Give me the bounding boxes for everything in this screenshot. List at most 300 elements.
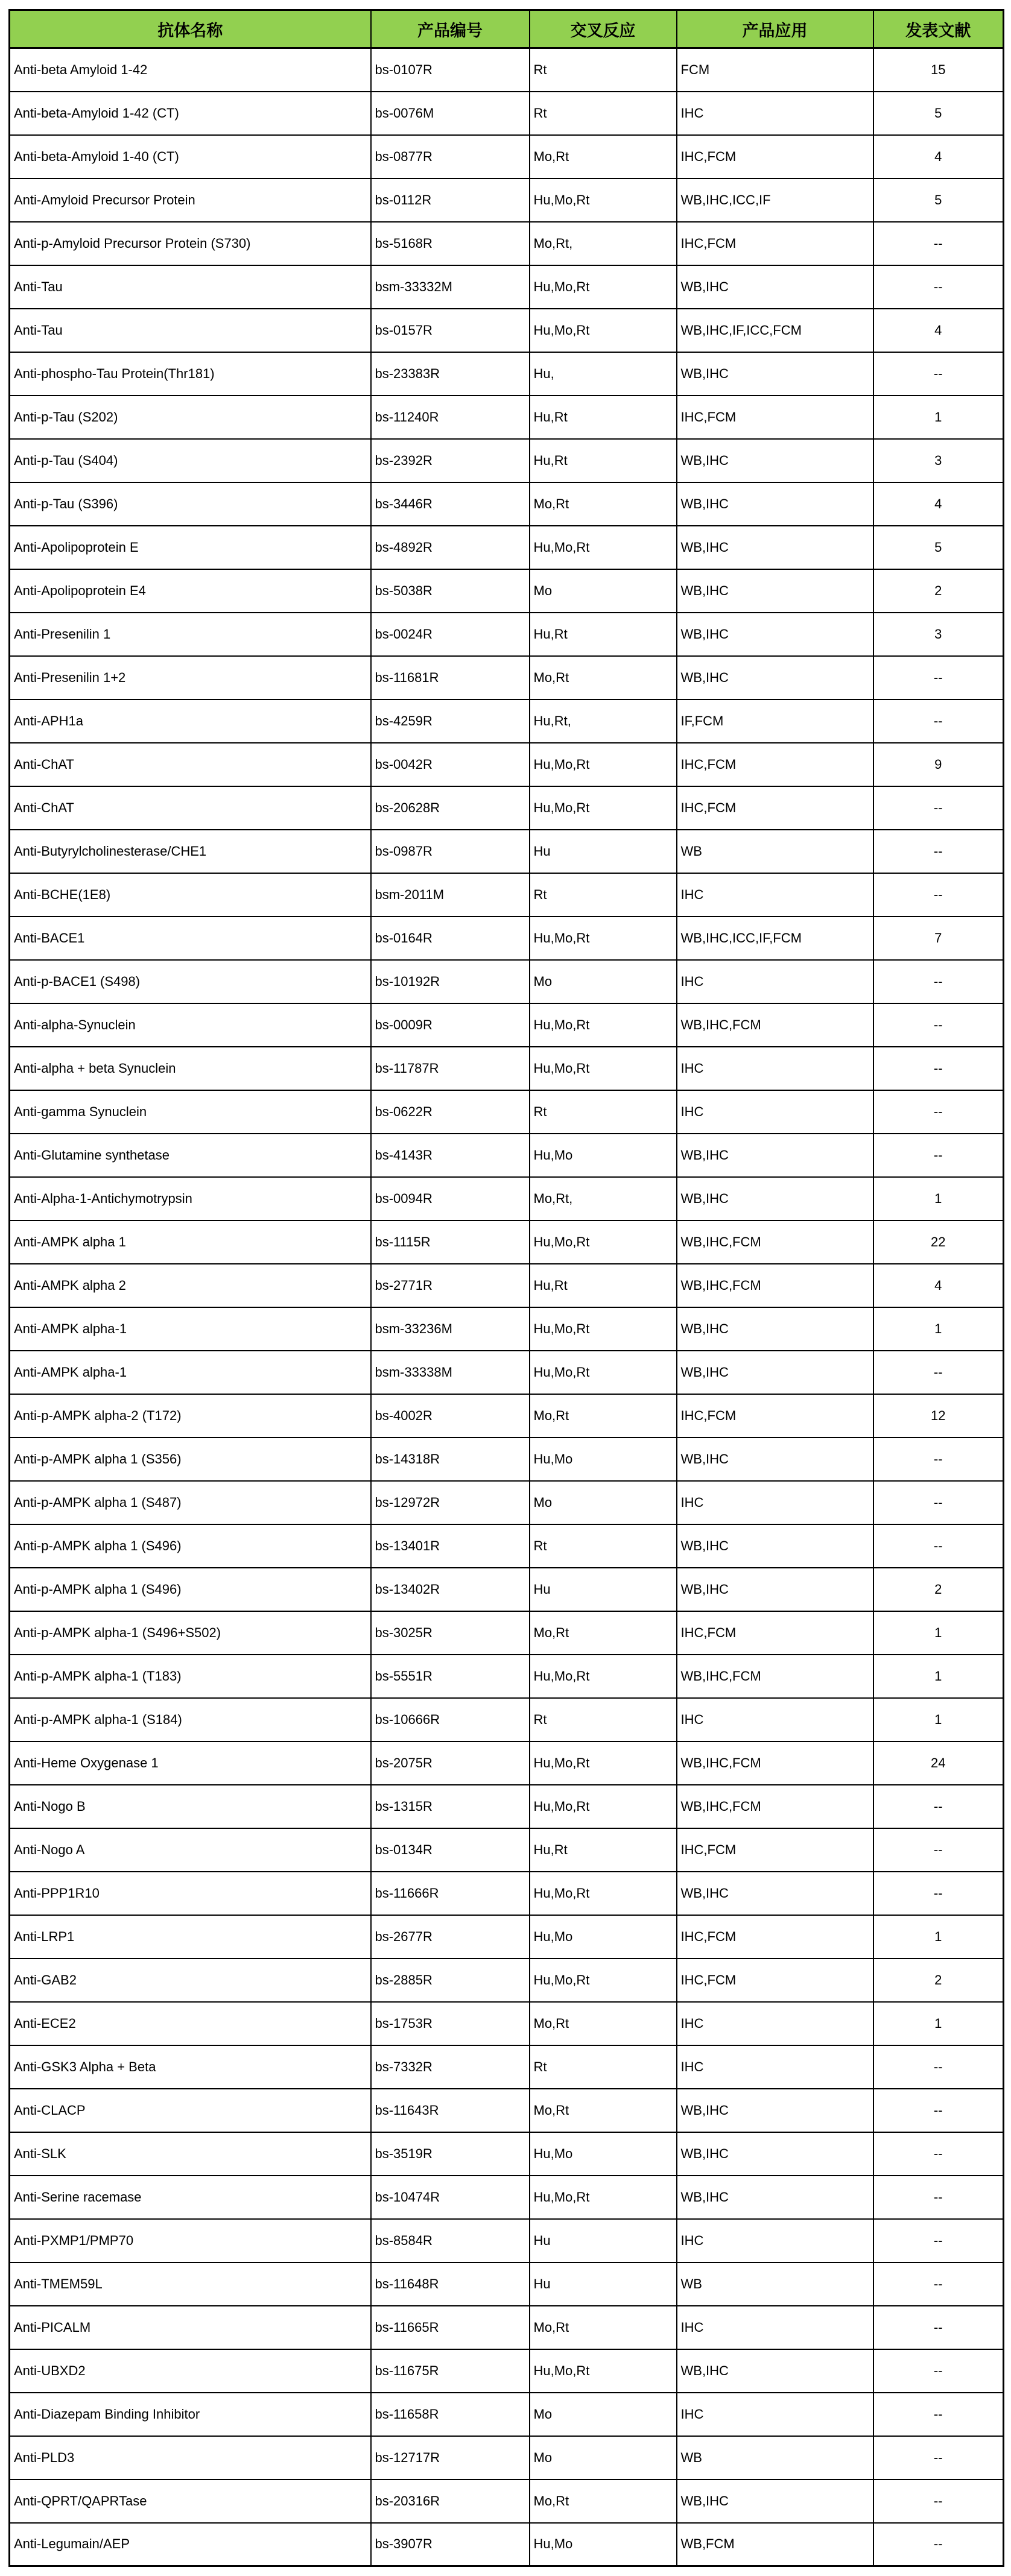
- cell-antibody-name: Anti-APH1a: [10, 699, 371, 743]
- table-row: [10, 1568, 1004, 1611]
- cell-product-code: bs-20628R: [371, 786, 530, 830]
- cell-cross-reactivity: Mo: [530, 960, 677, 1003]
- cell-product-application: FCM: [677, 48, 873, 92]
- cell-product-code: bs-12972R: [371, 1481, 530, 1524]
- cell-product-code: bs-0877R: [371, 135, 530, 178]
- cell-cross-reactivity: Hu,Mo,Rt: [530, 1872, 677, 1915]
- cell-product-application: IHC,FCM: [677, 135, 873, 178]
- column-header-antibody-name: 抗体名称: [10, 10, 371, 48]
- cell-product-code: bsm-33338M: [371, 1351, 530, 1394]
- cell-cross-reactivity: Hu,Mo,Rt: [530, 743, 677, 786]
- cell-antibody-name: Anti-p-AMPK alpha 1 (S496): [10, 1524, 371, 1568]
- cell-product-application: WB,IHC: [677, 1524, 873, 1568]
- cell-antibody-name: Anti-AMPK alpha 2: [10, 1264, 371, 1307]
- cell-publications: 4: [873, 135, 1004, 178]
- table-row: [10, 1741, 1004, 1785]
- cell-product-application: IHC: [677, 2219, 873, 2262]
- cell-cross-reactivity: Hu,Mo,Rt: [530, 309, 677, 352]
- cell-publications: 1: [873, 1611, 1004, 1655]
- cell-product-code: bs-3446R: [371, 482, 530, 526]
- cell-cross-reactivity: Hu,Mo,Rt: [530, 1047, 677, 1090]
- cell-product-application: IF,FCM: [677, 699, 873, 743]
- cell-antibody-name: Anti-QPRT/QAPRTase: [10, 2480, 371, 2523]
- cell-product-code: bs-0164R: [371, 917, 530, 960]
- cell-antibody-name: Anti-PICALM: [10, 2306, 371, 2349]
- cell-antibody-name: Anti-p-Tau (S396): [10, 482, 371, 526]
- cell-product-code: bs-0042R: [371, 743, 530, 786]
- cell-cross-reactivity: Hu,Mo: [530, 1438, 677, 1481]
- cell-antibody-name: Anti-alpha-Synuclein: [10, 1003, 371, 1047]
- table-row: [10, 1611, 1004, 1655]
- cell-antibody-name: Anti-alpha + beta Synuclein: [10, 1047, 371, 1090]
- cell-publications: 5: [873, 178, 1004, 222]
- cell-publications: --: [873, 2393, 1004, 2436]
- cell-product-application: IHC,FCM: [677, 1915, 873, 1959]
- cell-publications: 2: [873, 569, 1004, 613]
- cell-antibody-name: Anti-BACE1: [10, 917, 371, 960]
- cell-cross-reactivity: Mo: [530, 2436, 677, 2480]
- cell-product-application: WB,IHC: [677, 2089, 873, 2132]
- column-header-cross-reactivity: 交叉反应: [530, 10, 677, 48]
- table-row: [10, 1915, 1004, 1959]
- table-row: [10, 1220, 1004, 1264]
- antibody-product-table-wrap: [8, 9, 1004, 2567]
- cell-cross-reactivity: Hu,Mo,Rt: [530, 1959, 677, 2002]
- cell-cross-reactivity: Mo: [530, 569, 677, 613]
- cell-product-application: WB: [677, 2436, 873, 2480]
- header-row: [10, 10, 1004, 48]
- table-row: [10, 743, 1004, 786]
- cell-cross-reactivity: Hu: [530, 1568, 677, 1611]
- cell-cross-reactivity: Mo,Rt: [530, 2480, 677, 2523]
- cell-antibody-name: Anti-BCHE(1E8): [10, 873, 371, 917]
- table-row: [10, 352, 1004, 396]
- cell-antibody-name: Anti-AMPK alpha 1: [10, 1220, 371, 1264]
- table-row: [10, 786, 1004, 830]
- cell-antibody-name: Anti-AMPK alpha-1: [10, 1351, 371, 1394]
- cell-product-code: bs-11666R: [371, 1872, 530, 1915]
- cell-product-application: WB: [677, 830, 873, 873]
- table-row: [10, 2480, 1004, 2523]
- table-row: [10, 699, 1004, 743]
- table-row: [10, 2436, 1004, 2480]
- cell-publications: 4: [873, 1264, 1004, 1307]
- table-body: [10, 48, 1004, 2566]
- cell-product-application: IHC: [677, 2306, 873, 2349]
- cell-product-application: IHC: [677, 960, 873, 1003]
- cell-product-application: WB,IHC: [677, 569, 873, 613]
- cell-product-code: bs-3519R: [371, 2132, 530, 2176]
- cell-antibody-name: Anti-p-AMPK alpha 1 (S356): [10, 1438, 371, 1481]
- cell-product-code: bs-7332R: [371, 2045, 530, 2089]
- cell-publications: --: [873, 2436, 1004, 2480]
- cell-cross-reactivity: Rt: [530, 2045, 677, 2089]
- cell-publications: 15: [873, 48, 1004, 92]
- cell-product-code: bs-11681R: [371, 656, 530, 699]
- cell-publications: 9: [873, 743, 1004, 786]
- cell-product-code: bs-2771R: [371, 1264, 530, 1307]
- cell-antibody-name: Anti-ChAT: [10, 743, 371, 786]
- cell-product-application: IHC: [677, 92, 873, 135]
- cell-product-application: WB,IHC,FCM: [677, 1220, 873, 1264]
- cell-product-application: IHC,FCM: [677, 1959, 873, 2002]
- cell-cross-reactivity: Hu,Mo,Rt: [530, 526, 677, 569]
- cell-antibody-name: Anti-Tau: [10, 309, 371, 352]
- cell-cross-reactivity: Hu: [530, 830, 677, 873]
- cell-publications: 5: [873, 526, 1004, 569]
- cell-publications: 7: [873, 917, 1004, 960]
- cell-cross-reactivity: Hu,Mo,Rt: [530, 1307, 677, 1351]
- table-row: [10, 396, 1004, 439]
- cell-product-code: bs-10192R: [371, 960, 530, 1003]
- cell-product-application: WB,IHC,FCM: [677, 1003, 873, 1047]
- cell-antibody-name: Anti-UBXD2: [10, 2349, 371, 2393]
- cell-publications: 4: [873, 309, 1004, 352]
- cell-cross-reactivity: Hu,Mo,Rt: [530, 1655, 677, 1698]
- cell-product-application: IHC: [677, 1481, 873, 1524]
- cell-antibody-name: Anti-CLACP: [10, 2089, 371, 2132]
- cell-product-application: WB,IHC,ICC,IF,FCM: [677, 917, 873, 960]
- cell-product-code: bsm-2011M: [371, 873, 530, 917]
- table-row: [10, 917, 1004, 960]
- cell-product-code: bs-13401R: [371, 1524, 530, 1568]
- cell-product-code: bs-4002R: [371, 1394, 530, 1438]
- cell-product-code: bs-0157R: [371, 309, 530, 352]
- cell-antibody-name: Anti-LRP1: [10, 1915, 371, 1959]
- cell-publications: 22: [873, 1220, 1004, 1264]
- cell-product-application: WB,IHC: [677, 1568, 873, 1611]
- cell-cross-reactivity: Hu,Mo,Rt: [530, 2349, 677, 2393]
- cell-cross-reactivity: Rt: [530, 1090, 677, 1134]
- cell-product-code: bs-5038R: [371, 569, 530, 613]
- table-row: [10, 2002, 1004, 2045]
- table-row: [10, 1655, 1004, 1698]
- table-header: [10, 10, 1004, 48]
- cell-product-application: WB,IHC: [677, 1307, 873, 1351]
- cell-product-code: bs-4892R: [371, 526, 530, 569]
- cell-product-application: IHC,FCM: [677, 1394, 873, 1438]
- cell-product-code: bs-4259R: [371, 699, 530, 743]
- cell-publications: --: [873, 2132, 1004, 2176]
- table-row: [10, 439, 1004, 482]
- table-row: [10, 2219, 1004, 2262]
- cell-antibody-name: Anti-PLD3: [10, 2436, 371, 2480]
- cell-cross-reactivity: Hu,Mo: [530, 2523, 677, 2566]
- cell-product-code: bs-0987R: [371, 830, 530, 873]
- table-row: [10, 1524, 1004, 1568]
- table-row: [10, 2349, 1004, 2393]
- cell-cross-reactivity: Mo,Rt: [530, 2002, 677, 2045]
- table-row: [10, 2089, 1004, 2132]
- cell-publications: 1: [873, 396, 1004, 439]
- cell-cross-reactivity: Mo,Rt: [530, 482, 677, 526]
- cell-publications: 1: [873, 1177, 1004, 1220]
- cell-product-application: IHC,FCM: [677, 786, 873, 830]
- cell-product-code: bs-11240R: [371, 396, 530, 439]
- cell-antibody-name: Anti-p-AMPK alpha-1 (S496+S502): [10, 1611, 371, 1655]
- cell-cross-reactivity: Mo,Rt: [530, 1394, 677, 1438]
- table-row: [10, 830, 1004, 873]
- cell-product-application: WB,IHC,FCM: [677, 1741, 873, 1785]
- cell-cross-reactivity: Hu,Mo,Rt: [530, 786, 677, 830]
- cell-product-code: bs-20316R: [371, 2480, 530, 2523]
- cell-cross-reactivity: Mo: [530, 1481, 677, 1524]
- cell-product-code: bs-11643R: [371, 2089, 530, 2132]
- cell-cross-reactivity: Hu,Rt: [530, 613, 677, 656]
- table-row: [10, 526, 1004, 569]
- cell-antibody-name: Anti-ECE2: [10, 2002, 371, 2045]
- cell-antibody-name: Anti-p-AMPK alpha 1 (S487): [10, 1481, 371, 1524]
- cell-antibody-name: Anti-Heme Oxygenase 1: [10, 1741, 371, 1785]
- cell-product-application: WB,IHC: [677, 352, 873, 396]
- cell-publications: --: [873, 2480, 1004, 2523]
- cell-product-application: WB,IHC: [677, 526, 873, 569]
- cell-antibody-name: Anti-Glutamine synthetase: [10, 1134, 371, 1177]
- cell-antibody-name: Anti-gamma Synuclein: [10, 1090, 371, 1134]
- cell-product-application: WB,IHC: [677, 1351, 873, 1394]
- cell-antibody-name: Anti-Serine racemase: [10, 2176, 371, 2219]
- table-row: [10, 309, 1004, 352]
- cell-publications: --: [873, 2176, 1004, 2219]
- cell-publications: --: [873, 1438, 1004, 1481]
- cell-product-application: WB,IHC: [677, 482, 873, 526]
- cell-product-application: IHC: [677, 1090, 873, 1134]
- cell-publications: --: [873, 873, 1004, 917]
- table-row: [10, 1828, 1004, 1872]
- cell-product-code: bs-2677R: [371, 1915, 530, 1959]
- cell-product-code: bs-2392R: [371, 439, 530, 482]
- cell-product-code: bs-11675R: [371, 2349, 530, 2393]
- cell-product-application: WB,IHC: [677, 656, 873, 699]
- cell-cross-reactivity: Hu,Rt: [530, 1264, 677, 1307]
- cell-antibody-name: Anti-ChAT: [10, 786, 371, 830]
- cell-cross-reactivity: Hu: [530, 2262, 677, 2306]
- cell-publications: --: [873, 2045, 1004, 2089]
- table-row: [10, 613, 1004, 656]
- table-row: [10, 1394, 1004, 1438]
- cell-antibody-name: Anti-GAB2: [10, 1959, 371, 2002]
- cell-product-code: bs-1115R: [371, 1220, 530, 1264]
- cell-antibody-name: Anti-AMPK alpha-1: [10, 1307, 371, 1351]
- cell-product-application: WB: [677, 2262, 873, 2306]
- cell-antibody-name: Anti-p-Amyloid Precursor Protein (S730): [10, 222, 371, 265]
- cell-antibody-name: Anti-Apolipoprotein E: [10, 526, 371, 569]
- cell-product-application: IHC: [677, 1047, 873, 1090]
- cell-publications: 4: [873, 482, 1004, 526]
- cell-product-application: WB,IHC,FCM: [677, 1264, 873, 1307]
- cell-product-code: bsm-33236M: [371, 1307, 530, 1351]
- cell-publications: 2: [873, 1959, 1004, 2002]
- table-row: [10, 960, 1004, 1003]
- cell-antibody-name: Anti-Presenilin 1: [10, 613, 371, 656]
- cell-antibody-name: Anti-PXMP1/PMP70: [10, 2219, 371, 2262]
- cell-product-code: bs-0076M: [371, 92, 530, 135]
- cell-publications: 1: [873, 1307, 1004, 1351]
- cell-publications: --: [873, 2523, 1004, 2566]
- table-row: [10, 1351, 1004, 1394]
- cell-product-application: IHC: [677, 1698, 873, 1741]
- cell-cross-reactivity: Rt: [530, 48, 677, 92]
- table-row: [10, 2045, 1004, 2089]
- antibody-product-table: [8, 9, 1004, 2567]
- cell-cross-reactivity: Hu,Rt: [530, 1828, 677, 1872]
- cell-product-application: WB,IHC: [677, 2349, 873, 2393]
- cell-cross-reactivity: Hu,Mo,Rt: [530, 1220, 677, 1264]
- cell-product-code: bs-23383R: [371, 352, 530, 396]
- cell-cross-reactivity: Hu,Mo: [530, 2132, 677, 2176]
- column-header-product-application: 产品应用: [677, 10, 873, 48]
- cell-publications: --: [873, 1481, 1004, 1524]
- cell-product-code: bs-11787R: [371, 1047, 530, 1090]
- cell-publications: --: [873, 2219, 1004, 2262]
- cell-product-code: bs-0107R: [371, 48, 530, 92]
- cell-antibody-name: Anti-p-AMPK alpha 1 (S496): [10, 1568, 371, 1611]
- cell-product-code: bs-3025R: [371, 1611, 530, 1655]
- table-row: [10, 2523, 1004, 2566]
- cell-product-application: IHC,FCM: [677, 1828, 873, 1872]
- table-row: [10, 873, 1004, 917]
- cell-cross-reactivity: Hu,Rt,: [530, 699, 677, 743]
- cell-antibody-name: Anti-p-BACE1 (S498): [10, 960, 371, 1003]
- cell-cross-reactivity: Rt: [530, 92, 677, 135]
- cell-antibody-name: Anti-TMEM59L: [10, 2262, 371, 2306]
- cell-publications: --: [873, 699, 1004, 743]
- cell-publications: --: [873, 265, 1004, 309]
- cell-product-code: bs-0622R: [371, 1090, 530, 1134]
- table-row: [10, 1959, 1004, 2002]
- cell-product-application: IHC: [677, 2002, 873, 2045]
- cell-product-code: bs-2075R: [371, 1741, 530, 1785]
- table-row: [10, 1134, 1004, 1177]
- table-row: [10, 1698, 1004, 1741]
- table-row: [10, 2132, 1004, 2176]
- table-row: [10, 482, 1004, 526]
- cell-product-application: IHC: [677, 2045, 873, 2089]
- cell-publications: --: [873, 1003, 1004, 1047]
- cell-product-application: WB,IHC: [677, 1872, 873, 1915]
- cell-antibody-name: Anti-p-AMPK alpha-1 (S184): [10, 1698, 371, 1741]
- table-row: [10, 1003, 1004, 1047]
- cell-product-application: WB,IHC: [677, 1134, 873, 1177]
- cell-product-application: WB,IHC,IF,ICC,FCM: [677, 309, 873, 352]
- table-row: [10, 48, 1004, 92]
- cell-publications: --: [873, 786, 1004, 830]
- cell-publications: 2: [873, 1568, 1004, 1611]
- cell-publications: --: [873, 222, 1004, 265]
- cell-product-application: IHC,FCM: [677, 1611, 873, 1655]
- cell-antibody-name: Anti-Alpha-1-Antichymotrypsin: [10, 1177, 371, 1220]
- cell-product-code: bsm-33332M: [371, 265, 530, 309]
- cell-product-code: bs-11648R: [371, 2262, 530, 2306]
- cell-antibody-name: Anti-beta Amyloid 1-42: [10, 48, 371, 92]
- table-row: [10, 656, 1004, 699]
- table-row: [10, 2176, 1004, 2219]
- cell-product-code: bs-1753R: [371, 2002, 530, 2045]
- cell-antibody-name: Anti-p-Tau (S404): [10, 439, 371, 482]
- cell-product-application: IHC,FCM: [677, 396, 873, 439]
- cell-product-code: bs-10666R: [371, 1698, 530, 1741]
- cell-antibody-name: Anti-PPP1R10: [10, 1872, 371, 1915]
- cell-antibody-name: Anti-Nogo A: [10, 1828, 371, 1872]
- cell-publications: 24: [873, 1741, 1004, 1785]
- cell-cross-reactivity: Hu,Mo,Rt: [530, 917, 677, 960]
- cell-antibody-name: Anti-Tau: [10, 265, 371, 309]
- table-row: [10, 2393, 1004, 2436]
- cell-antibody-name: Anti-SLK: [10, 2132, 371, 2176]
- cell-product-code: bs-4143R: [371, 1134, 530, 1177]
- table-row: [10, 265, 1004, 309]
- cell-product-code: bs-5168R: [371, 222, 530, 265]
- cell-cross-reactivity: Hu,: [530, 352, 677, 396]
- cell-antibody-name: Anti-GSK3 Alpha + Beta: [10, 2045, 371, 2089]
- cell-product-code: bs-14318R: [371, 1438, 530, 1481]
- cell-cross-reactivity: Hu,Mo,Rt: [530, 265, 677, 309]
- cell-product-application: WB,IHC: [677, 2480, 873, 2523]
- cell-publications: 1: [873, 1915, 1004, 1959]
- cell-publications: 5: [873, 92, 1004, 135]
- cell-antibody-name: Anti-beta-Amyloid 1-42 (CT): [10, 92, 371, 135]
- table-row: [10, 2306, 1004, 2349]
- cell-product-application: WB,IHC: [677, 439, 873, 482]
- cell-cross-reactivity: Mo,Rt,: [530, 222, 677, 265]
- cell-cross-reactivity: Hu,Mo,Rt: [530, 1741, 677, 1785]
- cell-antibody-name: Anti-Butyrylcholinesterase/CHE1: [10, 830, 371, 873]
- cell-cross-reactivity: Hu,Mo,Rt: [530, 1003, 677, 1047]
- cell-product-application: WB,IHC: [677, 1438, 873, 1481]
- cell-antibody-name: Anti-beta-Amyloid 1-40 (CT): [10, 135, 371, 178]
- column-header-publications: 发表文献: [873, 10, 1004, 48]
- cell-publications: --: [873, 2306, 1004, 2349]
- cell-product-application: IHC,FCM: [677, 222, 873, 265]
- table-row: [10, 1438, 1004, 1481]
- cell-cross-reactivity: Mo,Rt: [530, 135, 677, 178]
- cell-publications: --: [873, 960, 1004, 1003]
- cell-antibody-name: Anti-Legumain/AEP: [10, 2523, 371, 2566]
- cell-cross-reactivity: Mo,Rt: [530, 2306, 677, 2349]
- cell-publications: --: [873, 1828, 1004, 1872]
- cell-product-application: IHC,FCM: [677, 743, 873, 786]
- table-row: [10, 1090, 1004, 1134]
- cell-product-application: WB,IHC: [677, 2176, 873, 2219]
- cell-cross-reactivity: Mo,Rt: [530, 656, 677, 699]
- cell-product-application: WB,IHC,FCM: [677, 1785, 873, 1828]
- cell-product-code: bs-11658R: [371, 2393, 530, 2436]
- cell-antibody-name: Anti-p-AMPK alpha-1 (T183): [10, 1655, 371, 1698]
- cell-product-code: bs-1315R: [371, 1785, 530, 1828]
- cell-product-code: bs-5551R: [371, 1655, 530, 1698]
- table-row: [10, 92, 1004, 135]
- cell-cross-reactivity: Rt: [530, 1698, 677, 1741]
- table-row: [10, 569, 1004, 613]
- cell-publications: 3: [873, 613, 1004, 656]
- cell-cross-reactivity: Hu,Rt: [530, 396, 677, 439]
- cell-cross-reactivity: Mo,Rt,: [530, 1177, 677, 1220]
- cell-publications: 1: [873, 1698, 1004, 1741]
- table-row: [10, 1264, 1004, 1307]
- cell-product-application: WB,IHC,FCM: [677, 1655, 873, 1698]
- cell-product-application: WB,IHC: [677, 613, 873, 656]
- cell-product-code: bs-13402R: [371, 1568, 530, 1611]
- cell-publications: --: [873, 1872, 1004, 1915]
- cell-antibody-name: Anti-phospho-Tau Protein(Thr181): [10, 352, 371, 396]
- cell-product-application: WB,IHC: [677, 1177, 873, 1220]
- cell-product-code: bs-0112R: [371, 178, 530, 222]
- table-row: [10, 1785, 1004, 1828]
- cell-publications: --: [873, 2089, 1004, 2132]
- cell-product-code: bs-0134R: [371, 1828, 530, 1872]
- cell-product-application: WB,IHC,ICC,IF: [677, 178, 873, 222]
- cell-publications: --: [873, 352, 1004, 396]
